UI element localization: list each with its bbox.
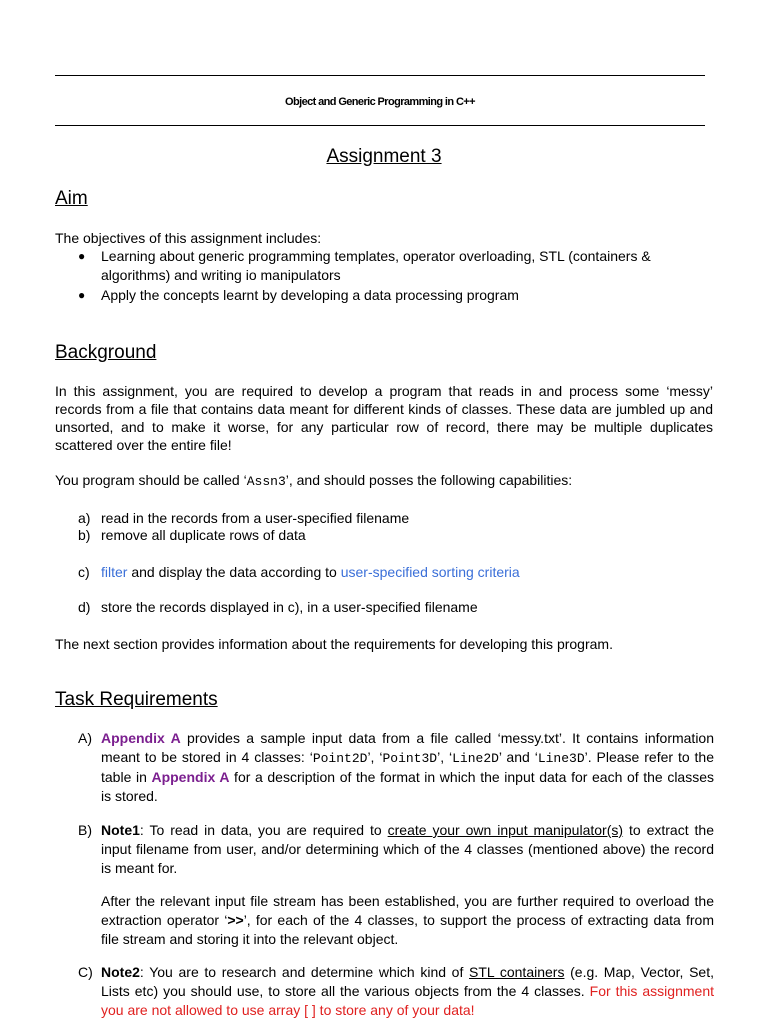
underlined-text: create your own input manipulator(s)	[387, 822, 624, 838]
item-text	[101, 821, 714, 878]
item-label: C)	[78, 964, 93, 980]
page-title: Assignment 3	[326, 146, 442, 167]
text-run: and display the data according to	[127, 564, 341, 580]
top-rule	[55, 75, 705, 76]
text-run: for a description of the format in which the input data for each of the classes is stored.	[101, 769, 714, 804]
program-name-paragraph	[55, 471, 713, 491]
item-text	[101, 892, 714, 949]
capability-item-b	[78, 526, 714, 544]
item-text	[101, 563, 714, 581]
task-requirements-heading: Task Requirements	[55, 689, 218, 710]
underlined-text: STL containers	[469, 964, 565, 980]
item-label: d)	[78, 599, 91, 615]
capability-item-a	[78, 509, 714, 527]
next-section-paragraph: The next section provides information about the requirements for developing this program.	[55, 636, 613, 652]
header-bottom-rule	[55, 125, 705, 126]
sorting-criteria-link[interactable]: user-specified sorting criteria	[340, 564, 520, 580]
item-label: b)	[78, 527, 91, 543]
task-item-b	[78, 821, 714, 878]
text-run: After the relevant input file stream has been established, you are further required to overload the extraction operator ‘	[101, 893, 714, 928]
aim-bullet-text: Learning about generic programming templates, operator overloading, STL (containers & algorithms) and writing io manipulators	[101, 248, 651, 283]
aim-bullet	[78, 286, 714, 305]
task-item-a	[78, 729, 714, 806]
aim-bullet	[78, 247, 714, 285]
text-run: ’, for each of the 4 classes, to support the process of extracting data from file stream and storing it into the relevant object.	[101, 912, 714, 947]
text-run: ’, ‘	[367, 749, 383, 765]
text-run: to extract the input filename from user, and/or determining which of the 4 classes (mentioned above) the record is meant for.	[101, 822, 714, 876]
item-text	[101, 963, 714, 1020]
text-run: (e.g. Map, Vector, Set, Lists etc) you should use, to store all the various objects from the 4 classes.	[101, 964, 714, 999]
item-label: A)	[78, 730, 92, 746]
text-run: ’ and ‘	[498, 749, 538, 765]
text-run: ’, and should posses the following capabilities:	[285, 472, 573, 488]
text-run: ’, ‘	[437, 749, 453, 765]
text-run: : To read in data, you are required to	[139, 822, 388, 838]
bullet-icon: ●	[78, 249, 86, 263]
text-run: provides a sample input data from a file called ‘messy.txt’. It contains information meant to be stored in 4 classes: ‘	[101, 730, 714, 765]
appendix-a-link[interactable]: Appendix A	[151, 769, 230, 785]
capability-item-c	[78, 563, 714, 581]
bullet-icon: ●	[78, 288, 86, 302]
item-label: B)	[78, 822, 92, 838]
class-name-code: Point3D	[382, 751, 438, 766]
class-name-code: Line3D	[537, 751, 585, 766]
text-run: : You are to research and determine which kind of	[139, 964, 470, 980]
aim-heading: Aim	[55, 188, 88, 209]
capability-item-d	[78, 598, 714, 616]
task-item-c	[78, 963, 714, 1020]
filter-link[interactable]: filter	[101, 564, 128, 580]
aim-bullet-text: Apply the concepts learnt by developing a data processing program	[101, 287, 519, 303]
item-text: store the records displayed in c), in a user-specified filename	[101, 599, 478, 615]
text-run: ’. Please refer to the table in	[101, 749, 715, 785]
note1-label: Note1	[101, 822, 140, 838]
item-label: a)	[78, 510, 91, 526]
note2-label: Note2	[101, 964, 140, 980]
text-run: You program should be called ‘	[55, 472, 247, 488]
array-warning: For this assignment you are not allowed to use array [ ] to store any of your data!	[101, 983, 714, 1018]
task-item-b-continued	[78, 892, 714, 949]
item-text: remove all duplicate rows of data	[101, 527, 306, 543]
background-paragraph: In this assignment, you are required to develop a program that reads in and process some ‘messy’ records from a file that contains data meant for different kinds of classes. These data are jumbled up and unsorted, and to make it worse, for any particular row of record, there may be multiple duplicates scattered over the entire file!	[55, 383, 713, 453]
class-name-code: Line2D	[452, 751, 499, 766]
aim-intro: The objectives of this assignment includes:	[55, 230, 322, 246]
item-label: c)	[78, 564, 90, 580]
class-name-code: Point2D	[312, 751, 368, 766]
program-name-code: Assn3	[246, 474, 286, 489]
item-text: read in the records from a user-specified filename	[101, 510, 410, 526]
item-text	[101, 729, 714, 806]
extraction-operator: >>	[227, 912, 244, 928]
appendix-a-link[interactable]: Appendix A	[101, 730, 181, 746]
background-heading: Background	[55, 342, 157, 363]
running-header: Object and Generic Programming in C++	[285, 96, 475, 108]
